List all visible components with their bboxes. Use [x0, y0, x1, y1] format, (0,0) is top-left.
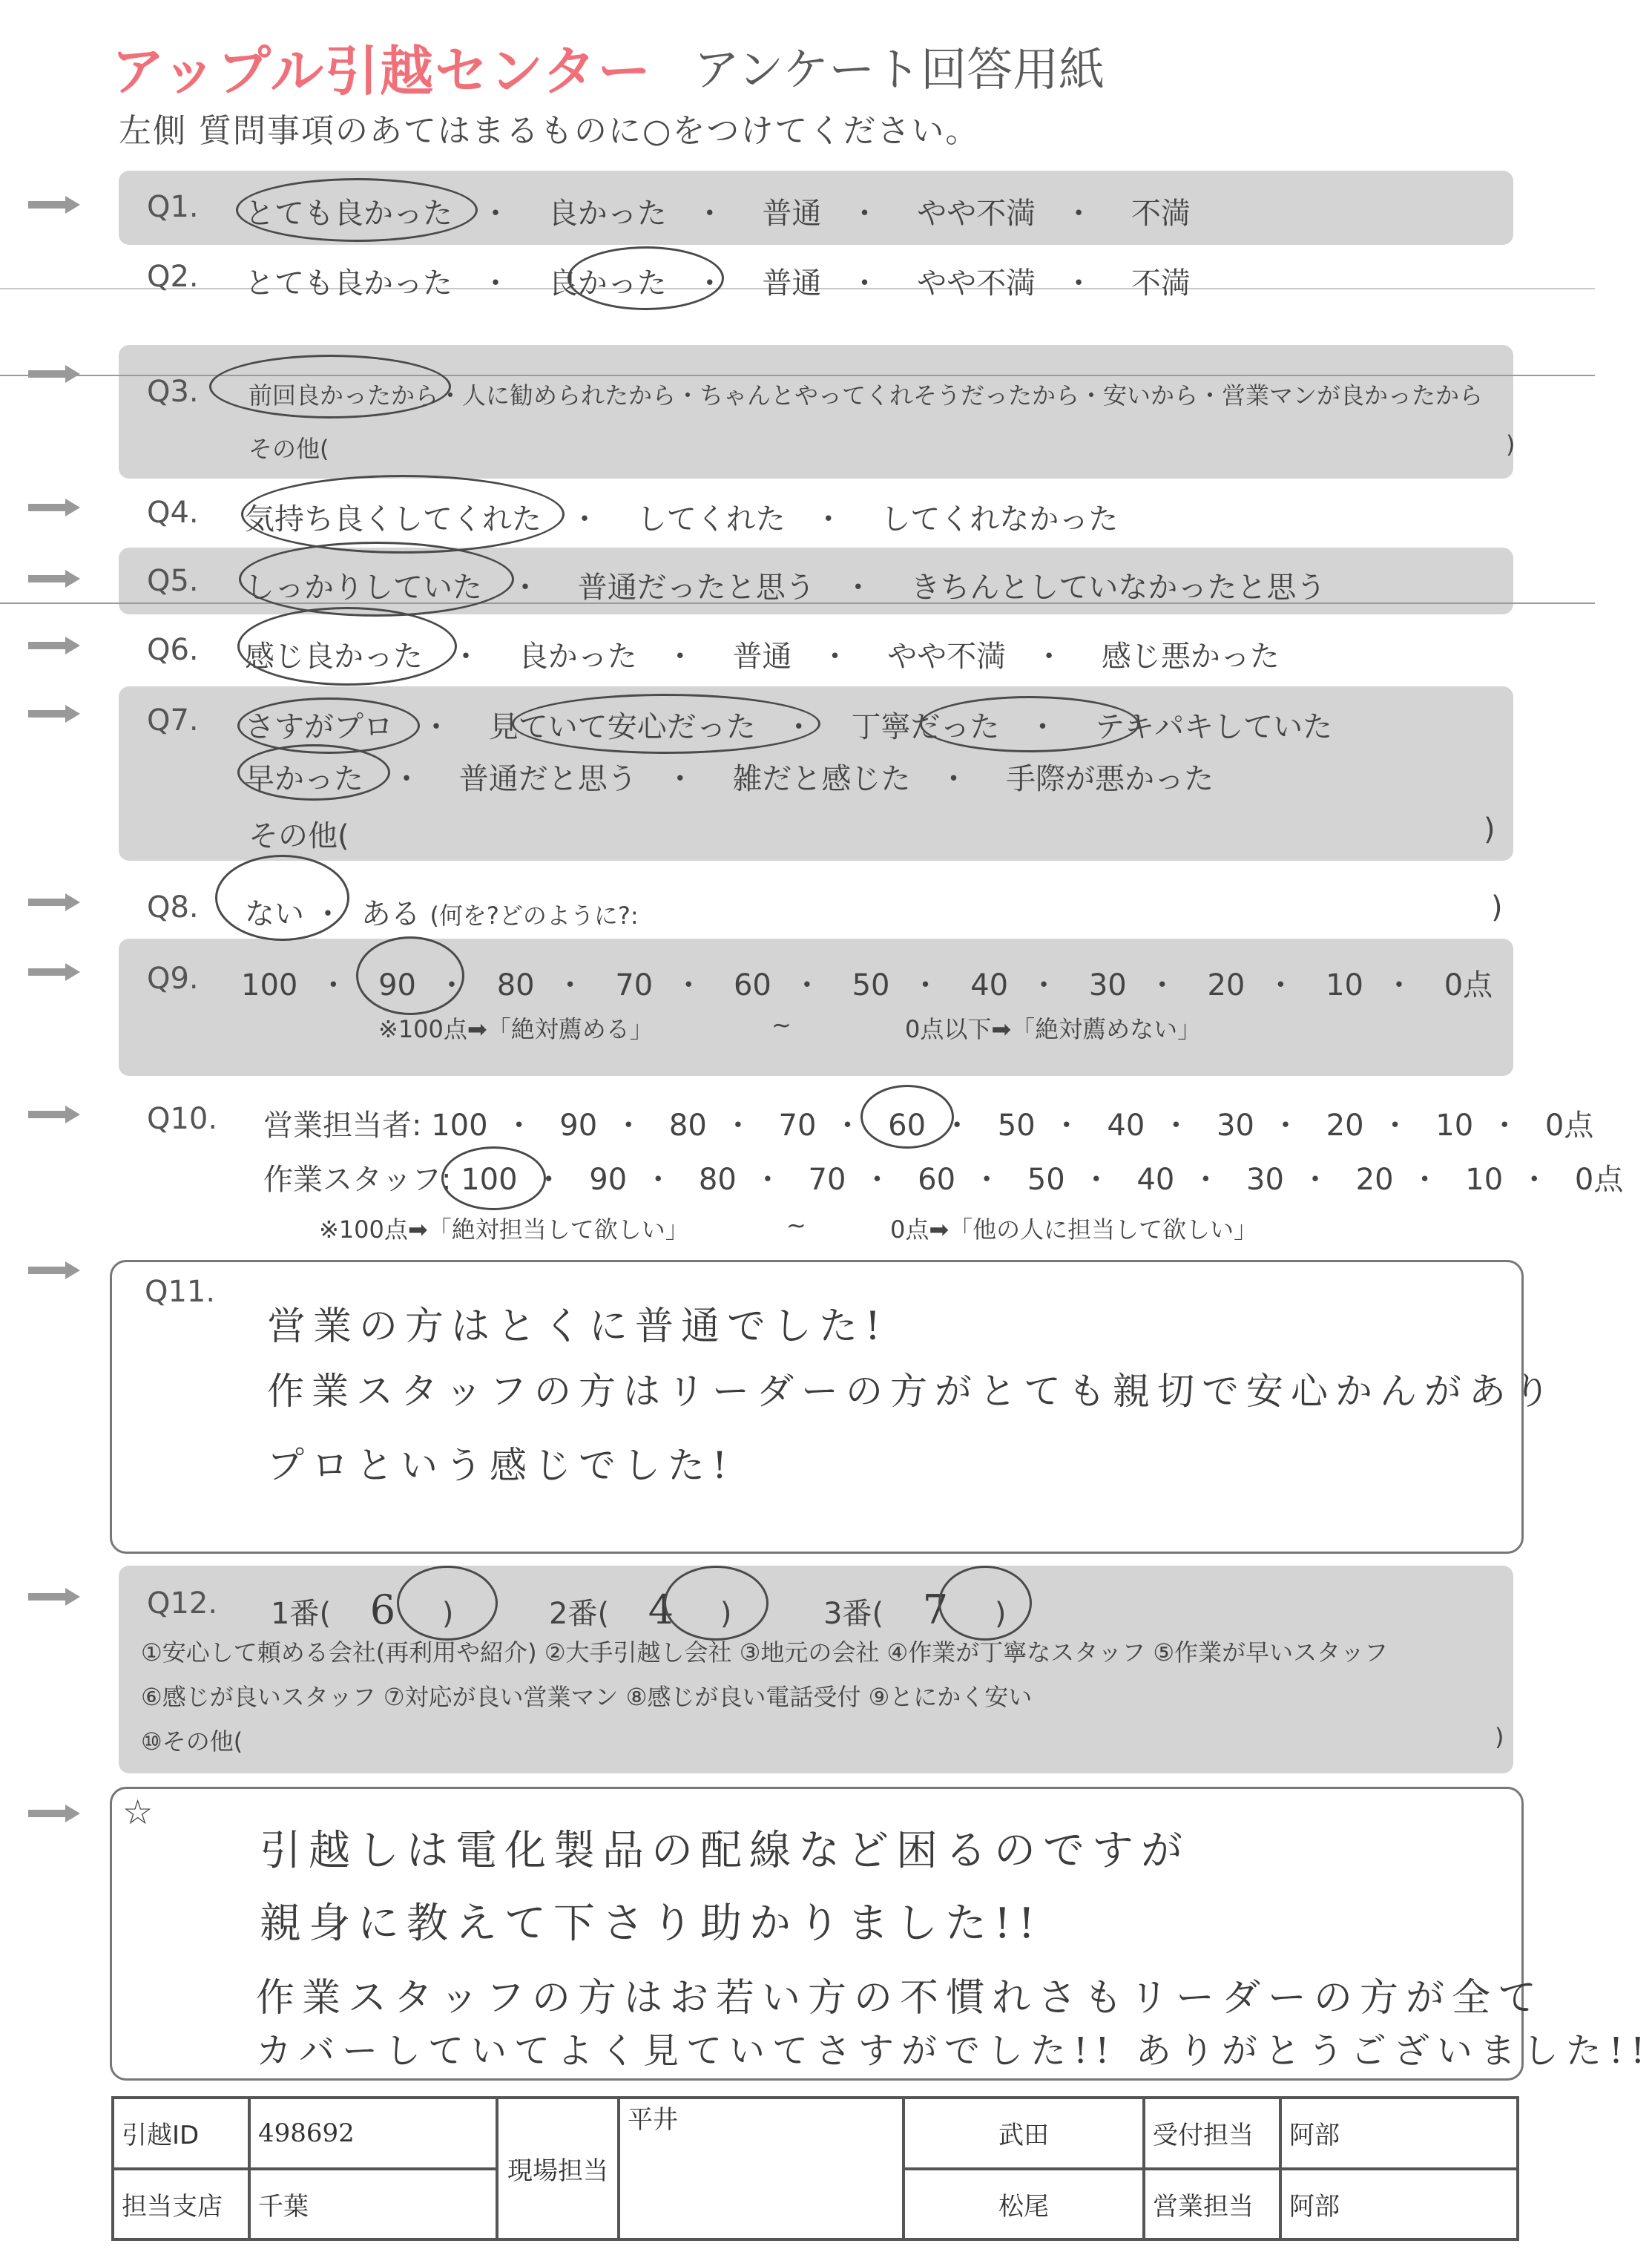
q9-note-right: 0点以下➡「絶対薦めない」 — [905, 1015, 1202, 1043]
answer-circle — [567, 246, 724, 310]
q10-staff-row: 作業スタッフ: 100 ・ 90 ・ 80 ・ 70 ・ 60 ・ 50 ・ 40 ・ 30 ・ 20 ・ 10 ・ 0点 — [263, 1156, 1623, 1198]
answer-circle — [239, 542, 514, 617]
q7-other[interactable]: その他( — [249, 819, 349, 853]
q12-rank2-label: 2番( — [549, 1597, 610, 1631]
instructions: 左側 質問事項のあてはまるものに○をつけてください。 — [119, 112, 980, 150]
q7-row1: さすがプロ ・ 見ていて安心だった ・ 丁寧だった ・ テキパキしていた — [245, 703, 1332, 746]
q10-sales-label: 営業担当者: — [263, 1109, 422, 1143]
q9-score[interactable]: 100 — [241, 968, 298, 1002]
q9-score[interactable]: 70 — [615, 968, 654, 1002]
answer-circle — [860, 1085, 954, 1149]
q11-answer-line: 作業スタッフの方はリーダーの方がとても親切で安心かんがあり — [267, 1370, 1558, 1413]
q3-other[interactable]: その他( — [249, 435, 329, 463]
q10-score[interactable]: 20 — [1355, 1163, 1394, 1197]
q9-score[interactable]: 40 — [970, 968, 1009, 1002]
q9-score[interactable]: 30 — [1088, 968, 1127, 1002]
arrow-icon — [28, 1588, 80, 1606]
q4-opt3[interactable]: してくれなかった — [881, 502, 1119, 536]
reception-value[interactable]: 阿部 — [1280, 2098, 1518, 2169]
q7-close: ) — [1484, 813, 1495, 847]
q2-opt2[interactable]: 良かった — [547, 266, 667, 301]
site-staff-name2[interactable]: 武田 — [904, 2098, 1144, 2169]
q12-choices-line1: ①安心して頼める会社(再利用や紹介) ②大手引越し会社 ③地元の会社 ④作業が丁寧なスタッフ ⑤作業が早いスタッフ — [141, 1638, 1389, 1667]
q1-opt3[interactable]: 普通 — [762, 197, 822, 231]
q4-label: Q4. — [147, 496, 199, 530]
q8-label: Q8. — [147, 890, 199, 925]
q10-score[interactable]: 70 — [778, 1109, 817, 1143]
q10-score[interactable]: 70 — [808, 1163, 846, 1197]
q1-opt5[interactable]: 不満 — [1131, 197, 1191, 231]
q1-label: Q1. — [147, 190, 199, 224]
arrow-icon — [28, 1805, 80, 1822]
answer-circle — [512, 694, 820, 754]
q10-score[interactable]: 0点 — [1574, 1163, 1624, 1197]
comment-line: 引越しは電化製品の配線など困るのですが — [260, 1827, 1190, 1875]
answer-circle — [441, 1146, 546, 1210]
q10-score[interactable]: 30 — [1246, 1163, 1284, 1197]
q4-opt1[interactable]: 気持ち良くしてくれた — [245, 502, 542, 536]
q1-opt2[interactable]: 良かった — [547, 197, 667, 231]
q12-rank1-value[interactable]: 6 — [369, 1586, 404, 1633]
comment-line: 親身に教えて下さり助かりました!! — [260, 1900, 1043, 1948]
q5-label: Q5. — [147, 564, 199, 598]
site-staff-name3[interactable]: 松尾 — [904, 2169, 1144, 2240]
q7-opt7[interactable]: 雑だと感じた — [732, 762, 911, 796]
q10-label: Q10. — [147, 1102, 218, 1136]
q6-opt5[interactable]: 感じ悪かった — [1101, 640, 1280, 674]
move-id-value[interactable]: 498692 — [249, 2098, 497, 2169]
q6-opt2[interactable]: 良かった — [518, 640, 637, 674]
q9-tilde: ~ — [771, 1011, 792, 1039]
q9-label: Q9. — [147, 962, 199, 996]
q10-score[interactable]: 80 — [698, 1163, 737, 1197]
q10-note-left: ※100点➡「絶対担当して欲しい」 — [319, 1215, 689, 1244]
q7-opt1[interactable]: さすがプロ — [245, 710, 393, 744]
q4-opt2[interactable]: してくれた — [636, 502, 786, 536]
arrow-icon — [28, 196, 80, 214]
q3-label: Q3. — [147, 375, 199, 409]
q9-note-left: ※100点➡「絶対薦める」 — [378, 1015, 654, 1043]
arrow-icon — [28, 705, 80, 723]
q9-score[interactable]: 80 — [496, 968, 535, 1002]
q6-opt4[interactable]: やや不満 — [887, 640, 1007, 674]
answer-circle — [209, 355, 451, 418]
answer-circle — [236, 178, 478, 242]
q9-score[interactable]: 20 — [1207, 968, 1245, 1002]
q2-opt3[interactable]: 普通 — [762, 266, 822, 301]
q10-score[interactable]: 20 — [1326, 1109, 1364, 1143]
q2-opt1[interactable]: とても良かった — [245, 266, 453, 301]
q7-opt3[interactable]: 丁寧だった — [851, 710, 1000, 744]
answer-circle — [664, 1566, 769, 1641]
answer-circle — [237, 607, 457, 686]
answer-circle — [397, 1566, 498, 1641]
q8-options: ない ・ ある (何を?どのように?: — [245, 890, 639, 933]
arrow-icon — [28, 570, 80, 588]
q6-opt1[interactable]: 感じ良かった — [245, 640, 423, 674]
q10-score[interactable]: 90 — [589, 1163, 628, 1197]
q12-rank3-value[interactable]: 7 — [922, 1586, 956, 1633]
q11-answer-line: プロという感じでした! — [267, 1444, 735, 1487]
q11-label: Q11. — [145, 1275, 216, 1309]
site-staff-name1[interactable]: 平井 — [619, 2098, 904, 2239]
answer-circle — [938, 1566, 1032, 1641]
q12-rank3-label: 3番( — [823, 1597, 884, 1631]
q9-score[interactable]: 0点 — [1444, 968, 1493, 1002]
site-staff-label: 現場担当 — [497, 2098, 619, 2239]
q12-choices-close: ) — [1495, 1723, 1504, 1751]
arrow-icon — [28, 1106, 80, 1123]
q10-score[interactable]: 50 — [997, 1109, 1036, 1143]
q12-rank2-value[interactable]: 4 — [648, 1586, 682, 1633]
q10-score[interactable]: 10 — [1435, 1109, 1474, 1143]
q4-options: 気持ち良くしてくれた ・ してくれた ・ してくれなかった — [245, 496, 1118, 538]
q6-options: 感じ良かった ・ 良かった ・ 普通 ・ やや不満 ・ 感じ悪かった — [245, 633, 1280, 675]
answer-circle — [215, 855, 349, 941]
q9-score[interactable]: 90 — [378, 968, 416, 1002]
q12-choices-line2: ⑥感じが良いスタッフ ⑦対応が良い営業マン ⑧感じが良い電話受付 ⑨とにかく安い — [141, 1683, 1033, 1711]
q12-choices-line3[interactable]: ⑩その他( — [141, 1727, 243, 1756]
q7-opt4[interactable]: テキパキしていた — [1095, 710, 1333, 744]
answer-circle — [920, 696, 1139, 752]
q9-score[interactable]: 50 — [852, 968, 890, 1002]
q11-answer-line: 営業の方はとくに普通でした! — [267, 1304, 888, 1349]
q6-opt3[interactable]: 普通 — [732, 640, 792, 674]
q5-options: しっかりしていた ・ 普通だったと思う ・ きちんとしていなかったと思う — [245, 564, 1326, 606]
q10-score[interactable]: 0点 — [1544, 1109, 1594, 1143]
arrow-icon — [28, 499, 80, 516]
q8-close: ) — [1491, 890, 1503, 925]
q2-opt4[interactable]: やや不満 — [917, 266, 1036, 301]
q5-opt1[interactable]: しっかりしていた — [245, 571, 482, 605]
arrow-icon — [28, 637, 80, 654]
q1-options: とても良かった ・ 良かった ・ 普通 ・ やや不満 ・ 不満 — [245, 190, 1191, 232]
q12-rank3-close: ) — [994, 1597, 1007, 1631]
q2-options: とても良かった ・ 良かった ・ 普通 ・ やや不満 ・ 不満 — [245, 260, 1191, 302]
q12-rank2-close: ) — [720, 1597, 732, 1631]
sales-staff-label: 営業担当 — [1144, 2169, 1280, 2240]
q10-score[interactable]: 100 — [431, 1109, 488, 1143]
q10-score[interactable]: 30 — [1217, 1109, 1254, 1143]
q8-opt-some[interactable]: ある — [361, 897, 421, 931]
q7-opt5[interactable]: 早かった — [245, 762, 363, 796]
q10-score[interactable]: 60 — [918, 1163, 956, 1197]
form-subtitle: アンケート回答用紙 — [694, 42, 1105, 96]
q5-opt2[interactable]: 普通だったと思う — [577, 571, 815, 605]
arrow-icon — [28, 893, 80, 911]
q10-score[interactable]: 80 — [668, 1109, 707, 1143]
q10-note-right: 0点➡「他の人に担当して欲しい」 — [890, 1215, 1258, 1244]
reception-label: 受付担当 — [1144, 2098, 1280, 2169]
q10-score[interactable]: 50 — [1027, 1163, 1065, 1197]
q7-opt8[interactable]: 手際が悪かった — [1006, 762, 1214, 796]
q9-score[interactable]: 60 — [733, 968, 771, 1002]
answer-circle — [237, 744, 390, 801]
q2-opt5[interactable]: 不満 — [1131, 266, 1191, 301]
q8-hint[interactable]: (何を?どのように?: — [430, 902, 639, 930]
q3-options[interactable]: 前回良かったから・人に勧められたから・ちゃんとやってくれそうだったから・安いから・営業マンが良かったから — [249, 381, 1484, 410]
q10-score[interactable]: 90 — [559, 1109, 598, 1143]
brand-title: アップル引越センター — [111, 40, 653, 102]
q7-label: Q7. — [147, 703, 199, 738]
q10-staff-label: 作業スタッフ: — [263, 1163, 452, 1197]
sales-staff-value[interactable]: 阿部 — [1280, 2169, 1518, 2240]
comment-line: 作業スタッフの方はお若い方の不慣れさもリーダーの方が全て — [256, 1976, 1544, 2020]
office-use-table — [111, 2096, 1519, 2241]
arrow-icon — [28, 1261, 80, 1279]
star-icon: ☆ — [122, 1792, 154, 1832]
q6-label: Q6. — [147, 633, 199, 667]
q3-close: ) — [1506, 430, 1516, 459]
q1-opt1[interactable]: とても良かった — [245, 197, 453, 231]
answer-circle — [356, 936, 464, 1015]
q7-opt2[interactable]: 見ていて安心だった — [488, 710, 756, 744]
branch-label: 担当支店 — [113, 2169, 249, 2240]
q10-score[interactable]: 10 — [1465, 1163, 1504, 1197]
q7-opt6[interactable]: 普通だと思う — [458, 762, 637, 796]
q2-label: Q2. — [147, 260, 199, 294]
q12-label: Q12. — [147, 1586, 218, 1621]
arrow-icon — [28, 963, 80, 981]
q1-opt4[interactable]: やや不満 — [917, 197, 1036, 231]
q10-score[interactable]: 60 — [888, 1109, 927, 1143]
q9-band — [119, 939, 1513, 1076]
arrow-icon — [28, 365, 80, 383]
q7-row2: 早かった ・ 普通だと思う ・ 雑だと感じた ・ 手際が悪かった — [245, 755, 1214, 798]
q5-opt3[interactable]: きちんとしていなかったと思う — [910, 571, 1326, 605]
q8-opt-none[interactable]: ない — [245, 897, 304, 931]
q10-sales-row: 営業担当者: 100 ・ 90 ・ 80 ・ 70 ・ 60 ・ 50 ・ 40 ・ 30 ・ 20 ・ 10 ・ 0点 — [263, 1102, 1593, 1144]
q10-score[interactable]: 40 — [1136, 1163, 1175, 1197]
q9-score[interactable]: 10 — [1326, 968, 1363, 1002]
q10-tilde: ~ — [786, 1211, 806, 1239]
q12-rank1-label: 1番( — [271, 1597, 332, 1631]
q10-score[interactable]: 100 — [461, 1163, 518, 1197]
q9-scores: 100 ・ 90 ・ 80 ・ 70 ・ 60 ・ 50 ・ 40 ・ 30 ・ 20 ・ 10 ・ 0点 — [241, 962, 1493, 1004]
comment-line: カバーしていてよく見ていてさすがでした!! ありがとうございました!! — [256, 2030, 1652, 2072]
move-id-label: 引越ID — [113, 2098, 249, 2169]
q10-score[interactable]: 40 — [1107, 1109, 1145, 1143]
branch-value[interactable]: 千葉 — [249, 2169, 497, 2240]
q12-rank1-close: ) — [441, 1597, 454, 1631]
